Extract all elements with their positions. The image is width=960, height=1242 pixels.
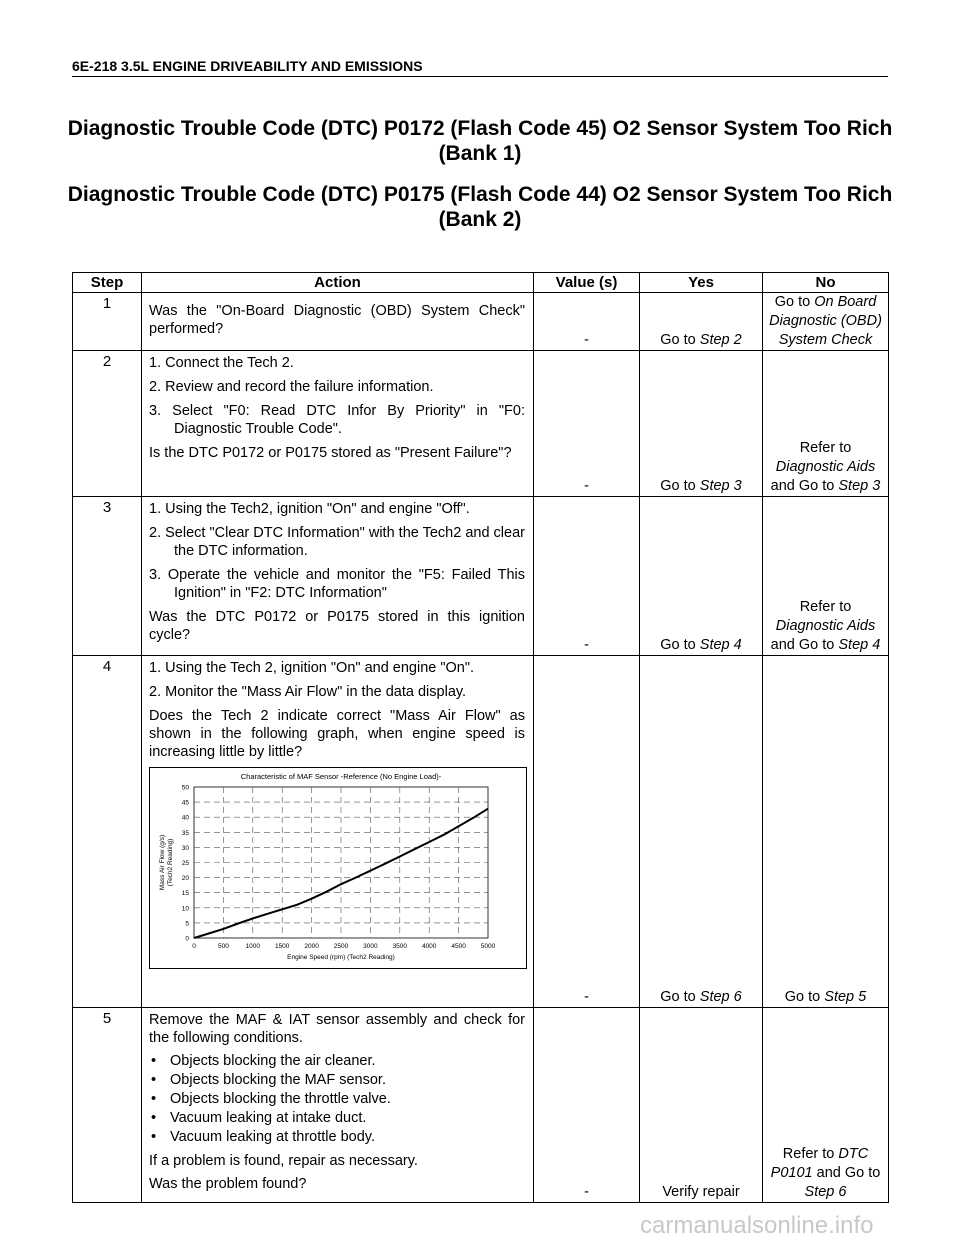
page-header: 6E-218 3.5L ENGINE DRIVEABILITY AND EMISSIONS	[72, 58, 423, 74]
maf-chart-svg	[150, 768, 526, 968]
value-cell: -	[534, 351, 640, 497]
yes-prefix: Go to	[660, 332, 700, 348]
y-tick-label: 20	[181, 875, 189, 883]
x-tick-label: 3000	[363, 943, 378, 950]
y-tick-label: 25	[181, 860, 189, 867]
title-p0172: Diagnostic Trouble Code (DTC) P0172 (Flash Code 45) O2 Sensor System Too Rich (Bank 1)	[67, 117, 893, 165]
y-axis-label-sub: (Tech2 Reading)	[167, 838, 174, 887]
x-tick-label: 1500	[274, 943, 290, 950]
yes-step-link[interactable]: Step 6	[699, 989, 742, 1005]
list-item	[149, 1109, 525, 1128]
table-row	[73, 656, 889, 1008]
dtc-p0101-link[interactable]: DTC P0101	[770, 1146, 869, 1181]
y-axis-label: Mass Air Flow (g/s)	[159, 834, 166, 891]
action-cell	[142, 351, 534, 497]
step-number: 5	[73, 1008, 142, 1203]
bullet-icon: •	[151, 1072, 157, 1088]
no-goto-text: and Go to	[770, 637, 839, 653]
yes-step-link[interactable]: Step 4	[699, 637, 742, 653]
y-tick-label: 0	[185, 935, 189, 943]
table-row	[73, 351, 889, 497]
diagnostic-aids-link[interactable]: Diagnostic Aids	[775, 618, 876, 634]
verify-repair-text: Verify repair	[662, 1184, 740, 1200]
yes-cell	[640, 293, 763, 351]
step-number: 3	[73, 497, 142, 656]
value-cell: -	[534, 1008, 640, 1203]
table-row	[73, 497, 889, 656]
yes-cell	[640, 351, 763, 497]
list-item-text: Vacuum leaking at throttle body.	[170, 1129, 375, 1145]
no-obd-check-link[interactable]: On Board Diagnostic (OBD) System Check	[769, 294, 882, 348]
action-question: Was the "On-Board Diagnostic (OBD) System Check" performed?	[149, 303, 525, 337]
no-cell	[763, 1008, 889, 1203]
action-question: Does the Tech 2 indicate correct "Mass Air Flow" as shown in the following graph, when engine speed is increasing little by little?	[149, 708, 525, 760]
maf-chart	[149, 767, 527, 969]
no-step-link[interactable]: Step 3	[838, 478, 881, 494]
yes-cell	[640, 1008, 763, 1203]
y-tick-label: 35	[181, 829, 189, 837]
action-question: Was the problem found?	[149, 1176, 307, 1192]
no-prefix: Go to	[784, 989, 825, 1005]
x-tick-label: 4500	[451, 943, 466, 950]
action-list	[149, 500, 525, 602]
y-tick-label: 45	[181, 799, 189, 807]
col-header-step: Step	[73, 273, 142, 293]
chart-title: Characteristic of MAF Sensor -Reference (No Engine Load)-	[240, 772, 442, 781]
action-list	[149, 354, 525, 438]
title-p0175: Diagnostic Trouble Code (DTC) P0175 (Flash Code 44) O2 Sensor System Too Rich (Bank 2)	[67, 183, 893, 231]
diagnostic-aids-link[interactable]: Diagnostic Aids	[775, 459, 876, 475]
table-header-row	[73, 273, 889, 293]
no-step-link[interactable]: Step 4	[838, 637, 881, 653]
table-row	[73, 1008, 889, 1203]
x-tick-label: 3500	[392, 943, 408, 950]
list-item-text: Objects blocking the air cleaner.	[170, 1053, 376, 1069]
no-cell	[763, 293, 889, 351]
no-cell	[763, 656, 889, 1008]
table-row	[73, 293, 889, 351]
no-refer-text: Refer to	[782, 1146, 839, 1162]
condition-list	[149, 1052, 525, 1147]
action-question: Is the DTC P0172 or P0175 stored as "Present Failure"?	[149, 445, 512, 461]
yes-prefix: Go to	[660, 478, 700, 494]
list-item	[149, 1090, 525, 1109]
yes-step-link[interactable]: Step 2	[699, 332, 742, 348]
action-note: If a problem is found, repair as necessary.	[149, 1153, 418, 1169]
action-question: Was the DTC P0172 or P0175 stored in this ignition cycle?	[149, 609, 525, 643]
list-item-text: Vacuum leaking at intake duct.	[170, 1110, 367, 1126]
x-tick-label: 1000	[245, 943, 261, 950]
value-cell: -	[534, 497, 640, 656]
x-tick-label: 5000	[480, 943, 496, 950]
bullet-icon: •	[151, 1110, 157, 1126]
list-item	[149, 1071, 525, 1090]
y-tick-label: 40	[181, 814, 189, 822]
action-cell	[142, 293, 534, 351]
x-axis-label: Engine Speed (rpm) (Tech2 Reading)	[287, 954, 395, 961]
x-tick-label: 500	[217, 943, 229, 950]
list-item	[149, 1052, 525, 1071]
no-refer-text: Refer to	[799, 440, 852, 456]
y-tick-label: 30	[181, 844, 189, 852]
no-goto-text: and Go to	[812, 1165, 881, 1181]
watermark: carmanualsonline.info	[640, 1212, 874, 1239]
y-tick-label: 15	[181, 890, 189, 898]
y-tick-label: 5	[185, 920, 189, 928]
action-item: 1. Connect the Tech 2.	[149, 355, 294, 371]
bullet-icon: •	[151, 1091, 157, 1107]
y-tick-label: 50	[181, 784, 189, 792]
yes-prefix: Go to	[660, 989, 700, 1005]
action-item: 1. Using the Tech 2, ignition "On" and engine "On".	[149, 660, 475, 676]
diagnostic-table	[72, 272, 889, 1203]
bullet-icon: •	[151, 1053, 157, 1069]
value-cell: -	[534, 293, 640, 351]
list-item-text: Objects blocking the throttle valve.	[170, 1091, 391, 1107]
yes-cell	[640, 656, 763, 1008]
yes-cell	[640, 497, 763, 656]
list-item	[149, 1128, 525, 1147]
yes-prefix: Go to	[660, 637, 700, 653]
step-number: 2	[73, 351, 142, 497]
no-prefix: Go to	[774, 294, 815, 310]
step-number: 4	[73, 656, 142, 1008]
step-number: 1	[73, 293, 142, 351]
action-list	[149, 659, 525, 701]
no-cell	[763, 351, 889, 497]
no-refer-text: Refer to	[799, 599, 852, 615]
col-header-yes: Yes	[640, 273, 763, 293]
col-header-value: Value (s)	[534, 273, 640, 293]
bullet-icon: •	[151, 1129, 157, 1145]
value-cell: -	[534, 656, 640, 1008]
yes-step-link[interactable]: Step 3	[699, 478, 742, 494]
action-item: 2. Select "Clear DTC Information" with the Tech2 and clear the DTC information.	[149, 525, 525, 559]
x-tick-label: 2500	[333, 943, 349, 950]
no-cell	[763, 497, 889, 656]
action-item: 3. Select "F0: Read DTC Infor By Priority" in "F0: Diagnostic Trouble Code".	[149, 403, 525, 437]
action-cell	[142, 656, 534, 1008]
action-intro: Remove the MAF & IAT sensor assembly and check for the following conditions.	[149, 1012, 525, 1046]
action-cell	[142, 1008, 534, 1203]
no-step-link[interactable]: Step 6	[804, 1184, 847, 1200]
header-rule	[72, 76, 888, 77]
y-tick-label: 10	[181, 905, 189, 913]
no-step-link[interactable]: Step 5	[824, 989, 867, 1005]
action-item: 2. Monitor the "Mass Air Flow" in the data display.	[149, 684, 467, 700]
col-header-action: Action	[142, 273, 534, 293]
col-header-no: No	[763, 273, 889, 293]
list-item-text: Objects blocking the MAF sensor.	[170, 1072, 386, 1088]
no-goto-text: and Go to	[770, 478, 839, 494]
action-item: 1. Using the Tech2, ignition "On" and engine "Off".	[149, 501, 470, 517]
x-tick-label: 0	[192, 943, 196, 950]
action-item: 3. Operate the vehicle and monitor the "F5: Failed This Ignition" in "F2: DTC Information"	[149, 567, 525, 601]
x-tick-label: 2000	[304, 943, 319, 950]
action-item: 2. Review and record the failure information.	[149, 379, 434, 395]
x-tick-label: 4000	[421, 943, 437, 950]
action-cell	[142, 497, 534, 656]
